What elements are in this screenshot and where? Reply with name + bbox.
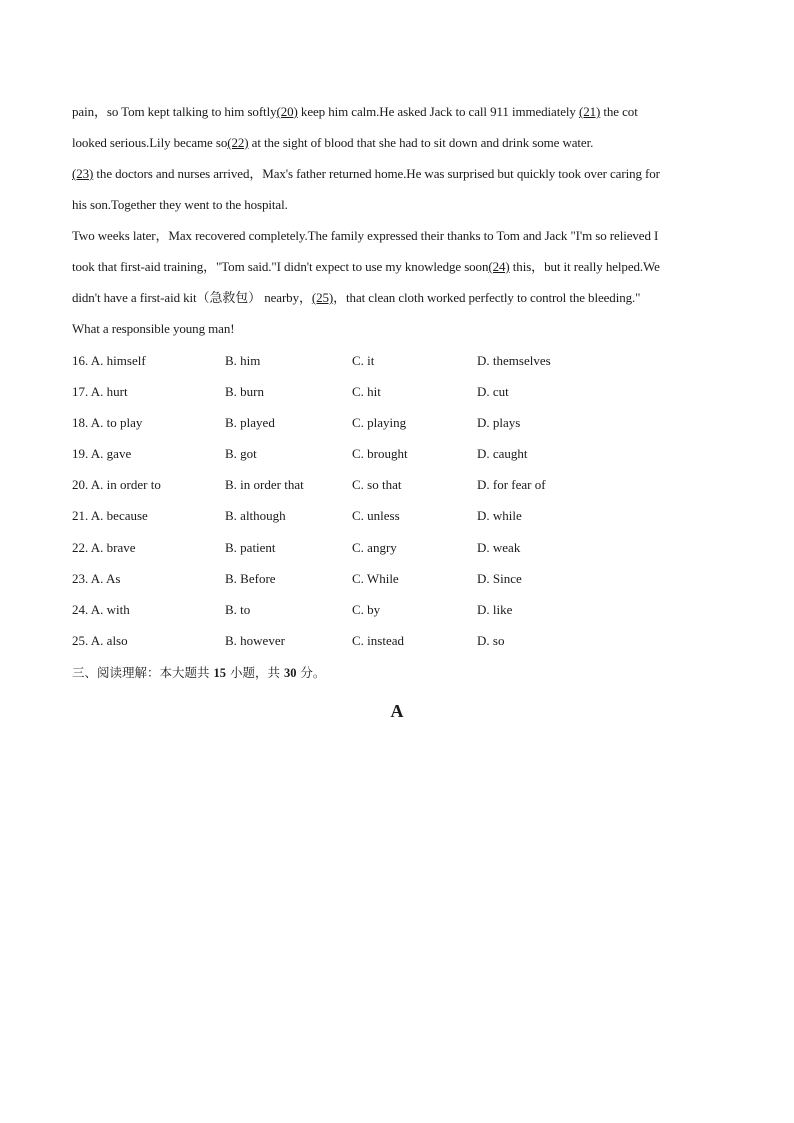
question-row [72, 443, 722, 474]
blank-number: (25) [311, 290, 334, 305]
option-b: B. Before [225, 570, 276, 586]
question-row [72, 599, 722, 630]
passage-segment: What a responsible young man! [72, 321, 235, 336]
option-b: B. in order that [225, 477, 304, 493]
option-a: 16. A. himself [72, 353, 146, 368]
option-b: B. patient [225, 539, 276, 555]
option-a: 21. A. because [72, 508, 148, 524]
option-b: B. burn [225, 384, 264, 400]
passage-line [72, 225, 722, 256]
option-b: B. him [225, 353, 261, 368]
option-a: 18. A. to play [72, 415, 143, 431]
option-a: 22. A. brave [72, 539, 136, 555]
option-c: C. playing [352, 415, 407, 431]
passage-segment: took that first-aid training，"Tom said."I didn't expect to use my knowledge soon [72, 259, 489, 274]
passage-line [72, 132, 722, 163]
option-d: D. plays [477, 415, 521, 431]
option-c: C. brought [352, 446, 408, 462]
option-b: B. to [225, 601, 251, 617]
blank-number: (23) [72, 166, 94, 181]
option-d: D. so [477, 632, 505, 648]
option-d: D. cut [477, 384, 509, 400]
option-c: C. angry [352, 539, 397, 555]
blank-number: (22) [227, 135, 249, 150]
option-d: D. themselves [477, 353, 551, 368]
passage-segment: ，that clean cloth worked perfectly to control the bleeding." [333, 290, 641, 305]
passage-segment: his son.Together they went to the hospital. [72, 197, 288, 212]
option-c: C. While [352, 570, 399, 586]
section-heading-mid: 小题，共 [225, 665, 284, 680]
passage-text [72, 101, 722, 349]
section-heading-suffix: 分。 [296, 665, 326, 680]
option-b: B. played [225, 415, 275, 431]
option-c: C. hit [352, 384, 381, 400]
option-c: C. instead [352, 632, 404, 648]
option-b: B. however [225, 632, 285, 648]
option-c: C. so that [352, 477, 402, 493]
blank-number: (24) [488, 259, 510, 274]
option-c: C. unless [352, 508, 400, 524]
option-b: B. got [225, 446, 257, 462]
passage-segment: the doctors and nurses arrived，Max's father returned home.He was surprised but quickly took over caring for [93, 166, 660, 181]
passage-segment: at the sight of blood that she had to sit down and drink some water. [248, 135, 594, 150]
question-row [72, 505, 722, 536]
passage-segment: Two weeks later，Max recovered completely.The family expressed their thanks to Tom and Jack "I'm so relieved I [72, 228, 659, 243]
question-row [72, 350, 722, 381]
question-options [72, 350, 722, 661]
question-row [72, 630, 722, 661]
option-d: D. weak [477, 539, 521, 555]
section-score: 30 [283, 666, 297, 680]
option-a: 24. A. with [72, 601, 130, 617]
passage-segment: the cot [600, 104, 638, 119]
passage-line [72, 318, 722, 349]
option-a: 23. A. As [72, 570, 121, 586]
passage-line [72, 194, 722, 225]
option-d: D. for fear of [477, 477, 546, 493]
section-heading-prefix: 三、阅读理解：本大题共 [72, 665, 214, 680]
option-c: C. it [352, 353, 375, 368]
passage-line [72, 163, 722, 194]
passage-line [72, 287, 722, 318]
option-d: D. Since [477, 570, 522, 586]
question-row [72, 412, 722, 443]
question-row [72, 381, 722, 412]
part-letter: A [390, 701, 404, 721]
option-d: D. like [477, 601, 513, 617]
passage-segment: pain，so Tom kept talking to him softly [72, 104, 277, 119]
option-a: 20. A. in order to [72, 477, 161, 493]
passage-segment: looked serious.Lily became so [72, 135, 228, 150]
section-heading [72, 662, 325, 684]
section-question-count: 15 [213, 666, 226, 680]
option-c: C. by [352, 601, 381, 617]
question-row [72, 568, 722, 599]
passage-segment: didn't have a first-aid kit（急救包） nearby， [72, 290, 312, 305]
blank-number: (20) [276, 104, 298, 119]
passage-segment: keep him calm.He asked Jack to call 911 immediately [297, 104, 579, 119]
option-a: 19. A. gave [72, 446, 132, 462]
option-a: 25. A. also [72, 632, 128, 648]
passage-segment: this，but it really helped.We [509, 259, 660, 274]
passage-line [72, 101, 722, 132]
question-row [72, 474, 722, 505]
option-d: D. caught [477, 446, 528, 462]
option-a: 17. A. hurt [72, 384, 128, 400]
passage-line [72, 256, 722, 287]
option-d: D. while [477, 508, 522, 524]
blank-number: (21) [578, 104, 601, 119]
question-row [72, 537, 722, 568]
option-b: B. although [225, 508, 286, 524]
